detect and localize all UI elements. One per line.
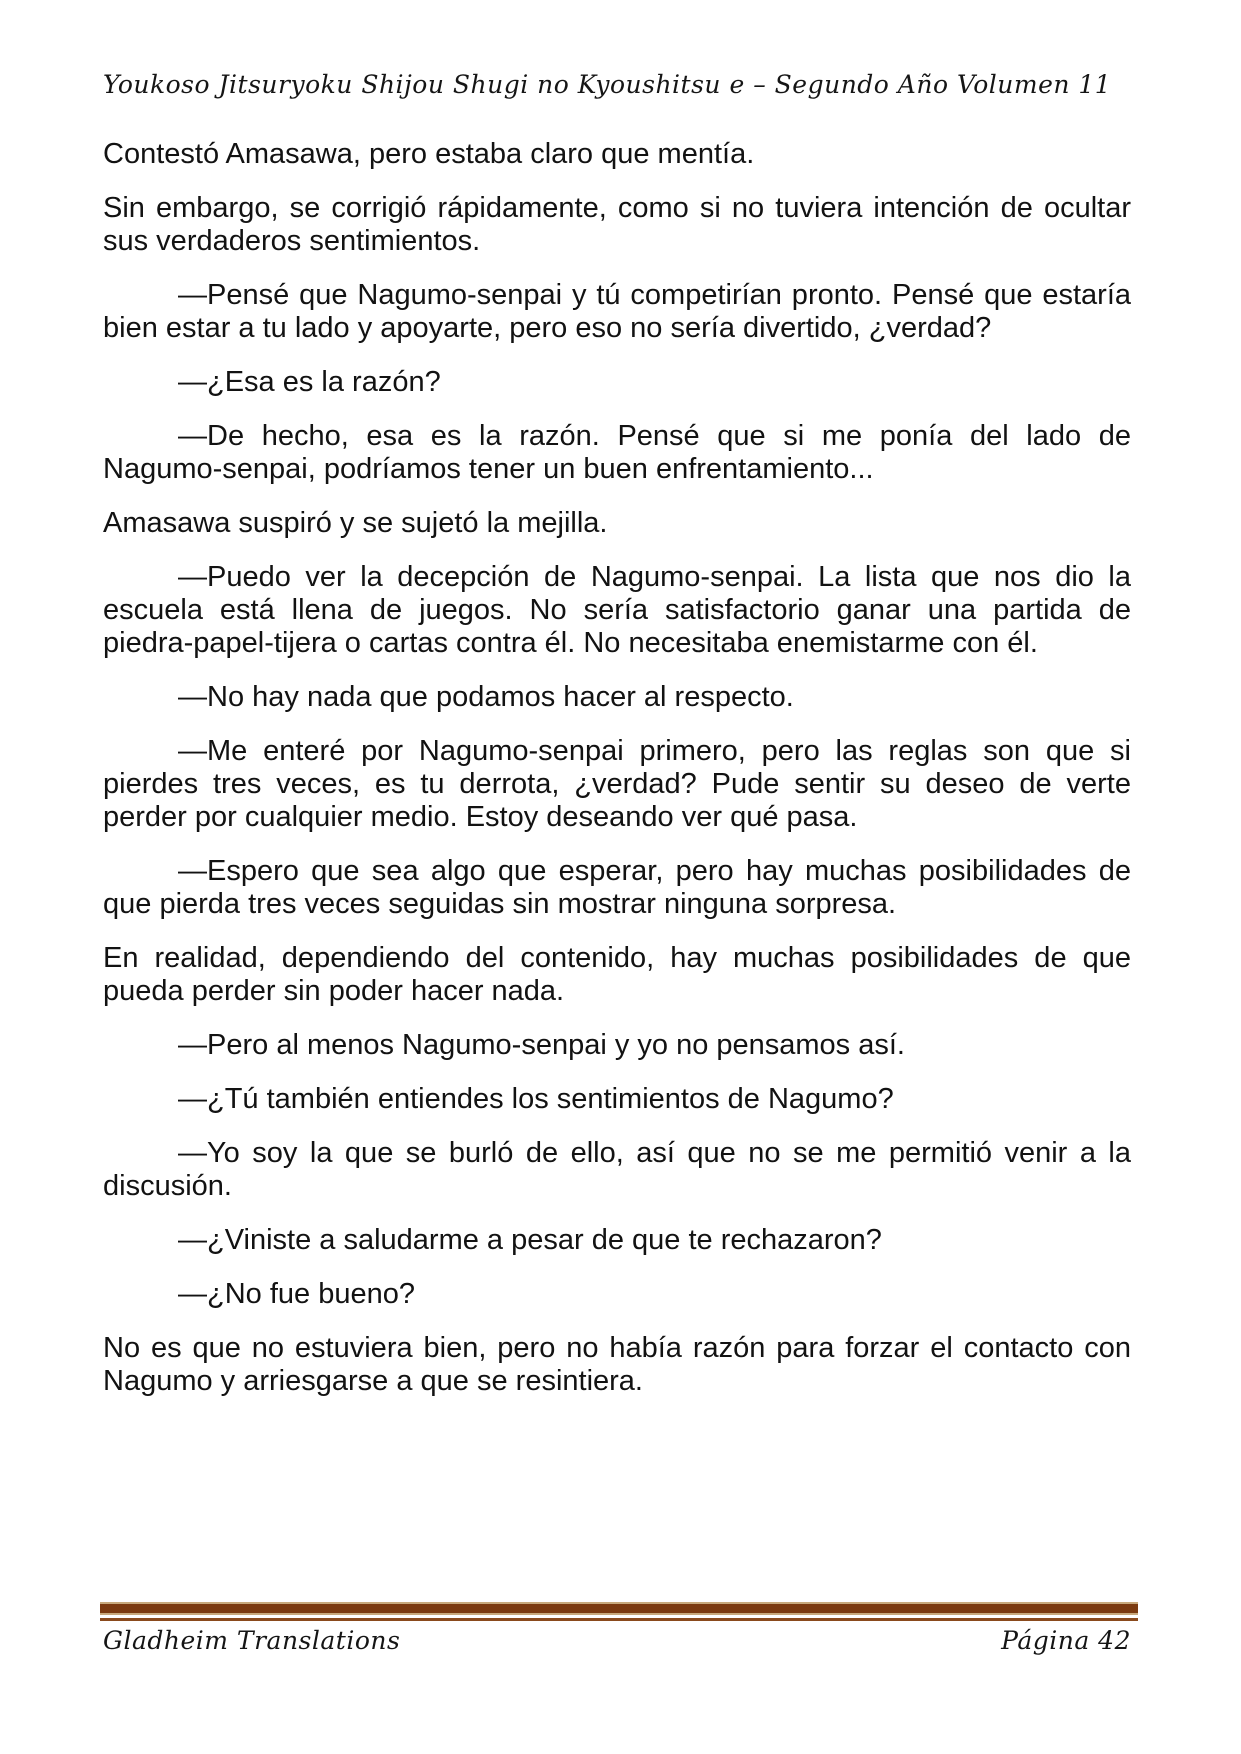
paragraph: —¿Viniste a saludarme a pesar de que te rechazaron? xyxy=(178,1224,882,1256)
footer-separator-thick-line xyxy=(100,1602,1138,1615)
paragraph: —No hay nada que podamos hacer al respecto. xyxy=(178,681,794,713)
paragraph: —¿No fue bueno? xyxy=(178,1278,415,1310)
paragraph: —¿Esa es la razón? xyxy=(178,366,441,398)
paragraph: —De hecho, esa es la razón. Pensé que si me ponía del lado de Nagumo-senpai, podríamos tener un buen enfrentamiento... xyxy=(103,420,1131,485)
footer-page-number: Página 42 xyxy=(1001,1626,1131,1655)
footer-separator xyxy=(100,1602,1138,1621)
paragraph: Sin embargo, se corrigió rápidamente, como si no tuviera intención de ocultar sus verdaderos sentimientos. xyxy=(103,192,1131,257)
paragraph: —Pero al menos Nagumo-senpai y yo no pensamos así. xyxy=(178,1029,905,1061)
paragraph: —¿Tú también entiendes los sentimientos de Nagumo? xyxy=(178,1083,894,1115)
footer-separator-thin-line xyxy=(100,1618,1138,1621)
page-footer xyxy=(103,1626,1131,1655)
footer-translator-name: Gladheim Translations xyxy=(103,1626,401,1655)
paragraph: No es que no estuviera bien, pero no había razón para forzar el contacto con Nagumo y arriesgarse a que se resintiera. xyxy=(103,1332,1131,1397)
paragraph: En realidad, dependiendo del contenido, hay muchas posibilidades de que pueda perder sin poder hacer nada. xyxy=(103,942,1131,1007)
paragraph: —Pensé que Nagumo-senpai y tú competirían pronto. Pensé que estaría bien estar a tu lado y apoyarte, pero eso no sería divertido, ¿verdad? xyxy=(103,279,1131,344)
paragraph: —Me enteré por Nagumo-senpai primero, pero las reglas son que si pierdes tres veces, es tu derrota, ¿verdad? Pude sentir su deseo de verte perder por cualquier medio. Estoy deseando ver qué pasa. xyxy=(103,735,1131,833)
paragraph: Contestó Amasawa, pero estaba claro que mentía. xyxy=(103,138,755,170)
page-header xyxy=(103,70,1133,100)
paragraph: —Espero que sea algo que esperar, pero hay muchas posibilidades de que pierda tres veces seguidas sin mostrar ninguna sorpresa. xyxy=(103,855,1131,920)
paragraph: Amasawa suspiró y se sujetó la mejilla. xyxy=(103,507,608,539)
paragraph: —Puedo ver la decepción de Nagumo-senpai. La lista que nos dio la escuela está llena de juegos. No sería satisfactorio ganar una partida de piedra-papel-tijera o cartas contra él. No necesitaba enemistarme con él. xyxy=(103,561,1131,659)
paragraph: —Yo soy la que se burló de ello, así que no se me permitió venir a la discusión. xyxy=(103,1137,1131,1202)
header-title: Youkoso Jitsuryoku Shijou Shugi no Kyoushitsu e – Segundo Año Volumen 11 xyxy=(103,70,1112,99)
document-body xyxy=(103,138,1131,1419)
